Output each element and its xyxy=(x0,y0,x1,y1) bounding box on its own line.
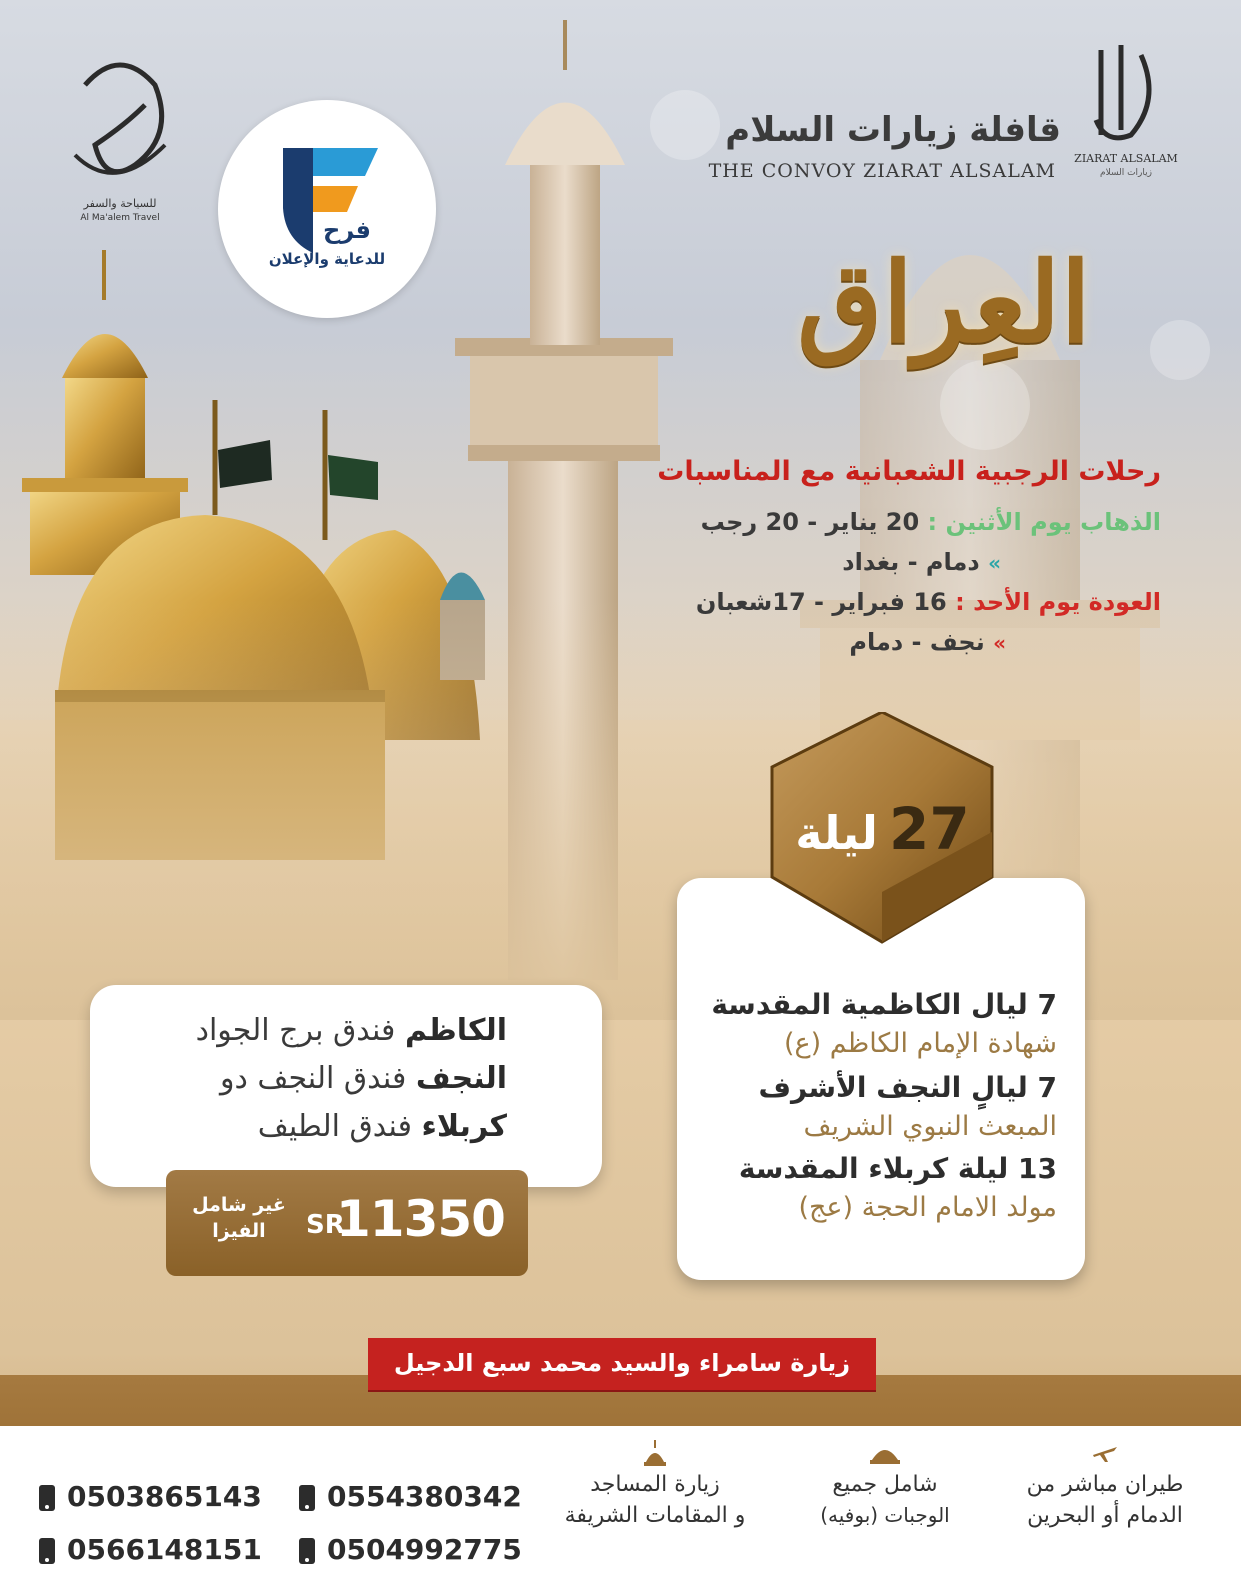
feature-mosques xyxy=(540,1438,770,1528)
phone-number[interactable] xyxy=(35,1533,262,1566)
agency-sub: للدعاية والإعلان xyxy=(268,250,386,268)
hotel-name: فندق الطيف xyxy=(257,1109,412,1144)
hotel-city: الكاظم xyxy=(404,1013,507,1048)
calligraphy-logo-icon xyxy=(55,45,185,195)
logo-left-caption-en: Al Ma'alem Travel xyxy=(80,213,160,223)
return-route xyxy=(849,628,1006,656)
departure-label: الذهاب يوم الأثنين : xyxy=(927,508,1161,536)
price-currency: SR xyxy=(306,1210,345,1240)
brand-name-ar: قافلة زيارات السلام xyxy=(725,110,1061,150)
phone-number[interactable] xyxy=(295,1533,522,1566)
phone-icon xyxy=(295,1483,319,1513)
price-amount: 11350 xyxy=(336,1190,505,1248)
bokeh-light xyxy=(1150,320,1210,380)
return-line xyxy=(696,588,1161,616)
feature-line1: طيران مباشر من xyxy=(1026,1472,1184,1497)
nights-word: ليلة xyxy=(795,806,878,860)
feature-line2: و المقامات الشريفة xyxy=(564,1503,746,1528)
farah-logo xyxy=(218,100,436,318)
phone-text: 0503865143 xyxy=(67,1480,262,1513)
almaalem-logo xyxy=(55,45,185,235)
phone-text: 0566148151 xyxy=(67,1533,262,1566)
stay-heading: 13 ليلة كربلاء المقدسة xyxy=(738,1152,1057,1185)
departure-route xyxy=(842,548,1001,576)
feature-line2: الدمام أو البحرين xyxy=(1027,1503,1183,1528)
price-note xyxy=(184,1192,294,1244)
double-chevron-icon: » xyxy=(993,631,1006,655)
logo-left-caption-ar: للسياحة والسفر xyxy=(83,197,157,210)
ziarat-alsalam-logo xyxy=(1061,40,1191,190)
phone-icon xyxy=(295,1536,319,1566)
phone-number[interactable] xyxy=(295,1480,522,1513)
price-box xyxy=(166,1170,528,1276)
departure-route-text: دمام - بغداد xyxy=(842,548,980,576)
hotel-line xyxy=(258,1109,507,1144)
stay-occasion: المبعث النبوي الشريف xyxy=(803,1111,1057,1142)
return-dates: 16 فبراير - 17شعبان xyxy=(695,588,947,616)
agency-name: فرح xyxy=(323,216,371,244)
feature-meals xyxy=(790,1438,980,1527)
nights-label xyxy=(780,795,985,863)
page-title: العِراق xyxy=(797,238,1091,367)
mosque-icon xyxy=(638,1438,672,1468)
hotel-line xyxy=(196,1013,507,1048)
feature-line1: زيارة المساجد xyxy=(590,1472,720,1497)
feature-line2: الوجبات (بوفيه) xyxy=(820,1503,950,1527)
calligraphy-logo-icon xyxy=(1061,40,1191,150)
price-note-line2: الفيزا xyxy=(212,1220,266,1242)
feature-flight xyxy=(1000,1438,1210,1528)
feature-line1: شامل جميع xyxy=(832,1472,938,1497)
hotel-name: فندق برج الجواد xyxy=(195,1013,396,1048)
stay-heading: 7 ليالٍ النجف الأشرف xyxy=(758,1071,1057,1104)
double-chevron-icon: » xyxy=(988,551,1001,575)
departure-dates: 20 يناير - 20 رجب xyxy=(700,508,920,536)
plane-icon xyxy=(1090,1438,1120,1468)
logo-right-caption-ar: زيارات السلام xyxy=(1100,168,1152,178)
phone-text: 0504992775 xyxy=(327,1533,522,1566)
stay-occasion: مولد الامام الحجة (عج) xyxy=(798,1192,1057,1223)
hotel-city: النجف xyxy=(415,1061,507,1096)
samarra-ribbon: زيارة سامراء والسيد محمد سبع الدجيل xyxy=(368,1338,876,1390)
nights-count: 27 xyxy=(889,795,970,863)
departure-line xyxy=(701,508,1161,536)
return-label: العودة يوم الأحد : xyxy=(955,588,1161,616)
meal-dome-icon xyxy=(868,1438,902,1468)
hotel-line xyxy=(220,1061,507,1096)
stay-occasion: شهادة الإمام الكاظم (ع) xyxy=(783,1028,1057,1059)
bokeh-light xyxy=(650,90,720,160)
return-route-text: نجف - دمام xyxy=(849,628,985,656)
bokeh-light xyxy=(940,360,1030,450)
brand-name-en: THE CONVOY ZIARAT ALSALAM xyxy=(708,160,1056,182)
phone-icon xyxy=(35,1536,59,1566)
phone-number[interactable] xyxy=(35,1480,262,1513)
stay-heading: 7 ليال الكاظمية المقدسة xyxy=(711,988,1057,1021)
price-note-line1: غير شامل xyxy=(192,1194,286,1216)
phone-icon xyxy=(35,1483,59,1513)
hotel-name: فندق النجف دو xyxy=(220,1061,407,1096)
phone-text: 0554380342 xyxy=(327,1480,522,1513)
hotels-card xyxy=(90,985,602,1187)
logo-right-caption: ZIARAT ALSALAM xyxy=(1074,152,1178,165)
trip-subtitle: رحلات الرجبية الشعبانية مع المناسبات xyxy=(657,456,1161,487)
hotel-city: كربلاء xyxy=(421,1109,507,1144)
